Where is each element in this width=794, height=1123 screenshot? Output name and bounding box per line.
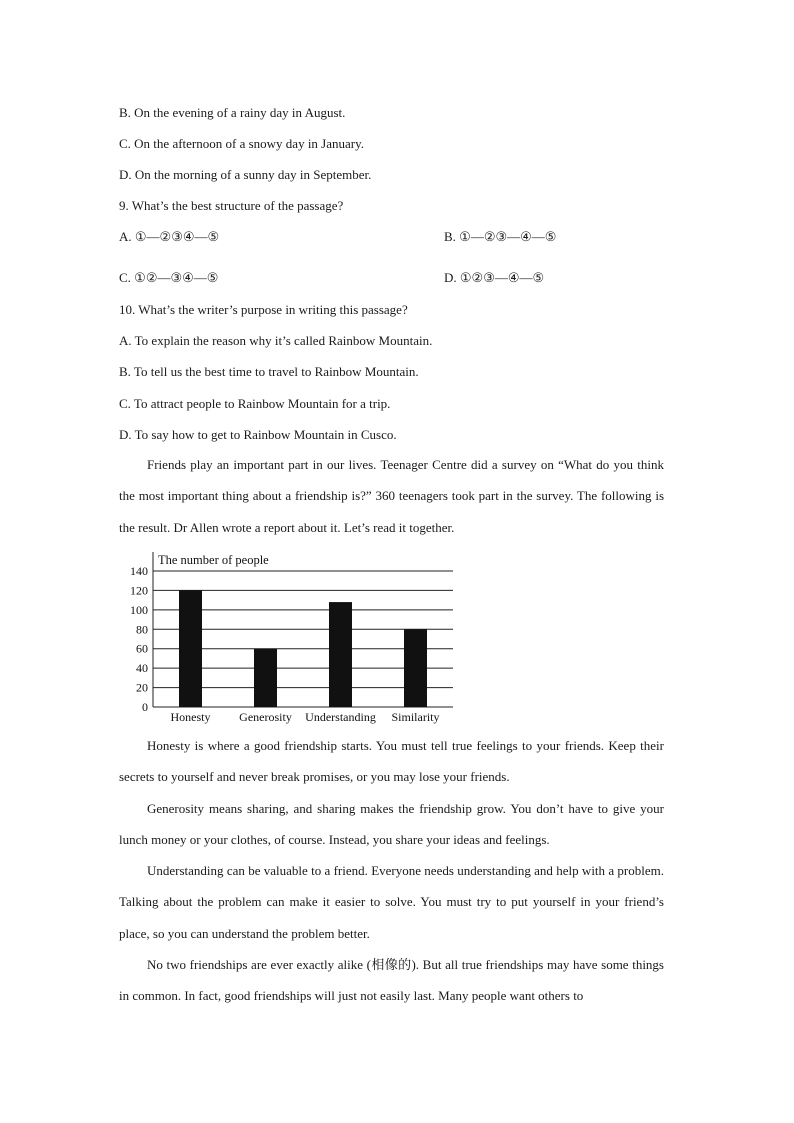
q10-option-b: B. To tell us the best time to travel to Rainbow Mountain. bbox=[119, 364, 419, 379]
paragraph-similarity: No two friendships are ever exactly alike (相像的). But all true friendships may have some things in common. In fact, good friendships will just not easily last. Many people want others to bbox=[119, 957, 664, 1004]
x-tick-label: Similarity bbox=[391, 710, 440, 724]
q10-option-c: C. To attract people to Rainbow Mountain for a trip. bbox=[119, 396, 391, 411]
q9-question: 9. What’s the best structure of the passage? bbox=[119, 198, 344, 213]
bar bbox=[329, 602, 352, 707]
q8-option-b: B. On the evening of a rainy day in August. bbox=[119, 105, 346, 120]
bar bbox=[179, 590, 202, 707]
y-tick-label: 140 bbox=[130, 564, 148, 578]
x-tick-label: Honesty bbox=[170, 710, 211, 724]
q8-option-d: D. On the morning of a sunny day in September. bbox=[119, 167, 372, 182]
q9-option-d: D. ①②③—④—⑤ bbox=[444, 270, 545, 285]
bar bbox=[254, 649, 277, 707]
paragraph-understanding: Understanding can be valuable to a friend. Everyone needs understanding and help with a problem. Talking about the problem can make it easier to solve. You must try to put yourself in your friend’s place, so you can understand the problem better. bbox=[119, 863, 664, 941]
y-tick-label: 20 bbox=[136, 680, 148, 695]
x-tick-label: Generosity bbox=[239, 710, 292, 724]
y-tick-label: 120 bbox=[130, 583, 148, 598]
y-tick-label: 80 bbox=[136, 622, 148, 637]
friendship-survey-bar-chart bbox=[118, 548, 463, 726]
q10-question: 10. What’s the writer’s purpose in writing this passage? bbox=[119, 302, 408, 317]
y-tick-label: 100 bbox=[130, 602, 148, 617]
paragraph-generosity: Generosity means sharing, and sharing makes the friendship grow. You don’t have to give your lunch money or your clothes, of course. Instead, you share your ideas and feelings. bbox=[119, 801, 664, 848]
intro-paragraph: Friends play an important part in our lives. Teenager Centre did a survey on “What do you think the most important thing about a friendship is?” 360 teenagers took part in the survey. The following is the result. Dr Allen wrote a report about it. Let’s read it together. bbox=[119, 457, 664, 535]
q10-option-a: A. To explain the reason why it’s called Rainbow Mountain. bbox=[119, 333, 433, 348]
x-tick-label: Understanding bbox=[305, 710, 376, 724]
q8-option-c: C. On the afternoon of a snowy day in January. bbox=[119, 136, 365, 151]
bar bbox=[404, 629, 427, 707]
q9-option-a: A. ①—②③④—⑤ bbox=[119, 229, 220, 244]
q9-option-c: C. ①②—③④—⑤ bbox=[119, 270, 219, 285]
y-tick-label: 60 bbox=[136, 641, 148, 656]
y-tick-label: 0 bbox=[142, 700, 148, 714]
q9-option-b: B. ①—②③—④—⑤ bbox=[444, 229, 557, 244]
chart-title: The number of people bbox=[158, 553, 269, 567]
y-tick-label: 40 bbox=[136, 661, 148, 676]
paragraph-honesty: Honesty is where a good friendship starts. You must tell true feelings to your friends. Keep their secrets to yourself and never break promises, or you may lose your friends. bbox=[119, 738, 664, 785]
q10-option-d: D. To say how to get to Rainbow Mountain in Cusco. bbox=[119, 427, 397, 442]
